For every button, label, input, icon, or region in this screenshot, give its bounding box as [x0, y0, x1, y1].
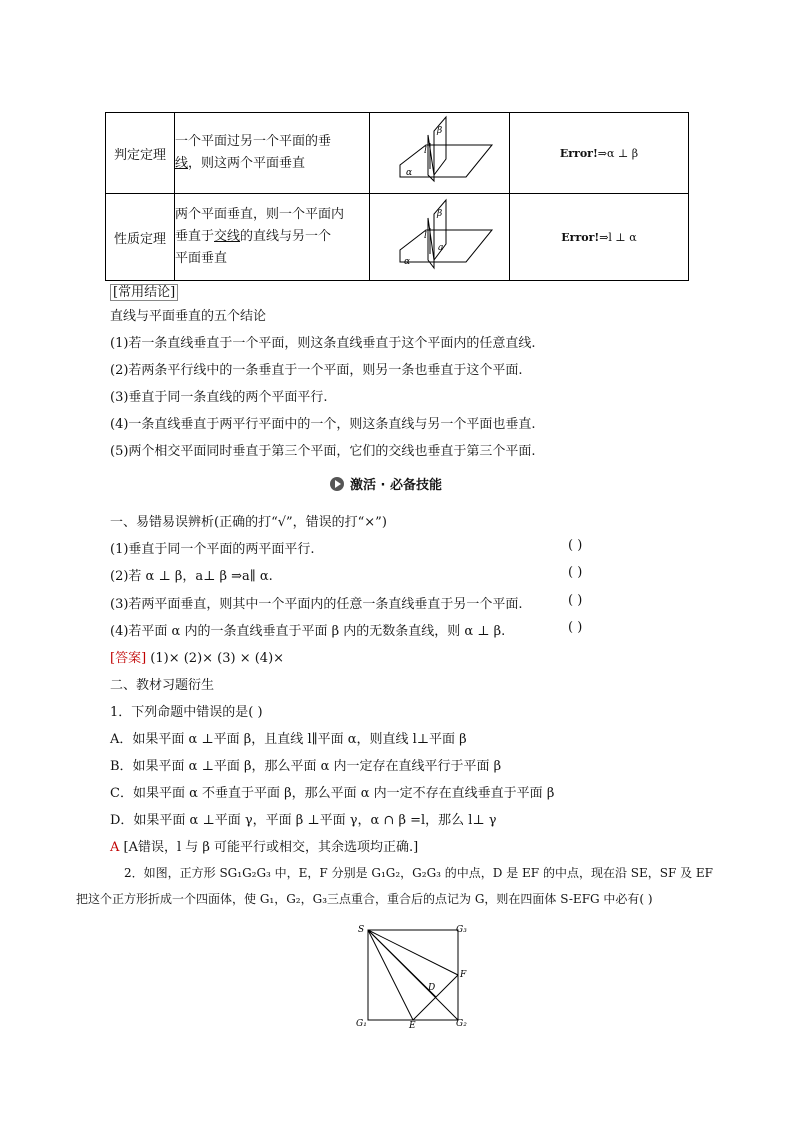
desc-underlined: 线	[175, 156, 189, 171]
label-a: a	[438, 243, 444, 253]
desc-line: 的直线与另一个	[240, 229, 332, 244]
option-a: A．如果平面 α ⊥平面 β，且直线 l∥平面 α，则直线 l⊥平面 β	[110, 732, 467, 747]
label-s: S	[358, 925, 365, 935]
desc-line: 两个平面垂直，则一个平面内	[175, 207, 345, 222]
planes-figure	[370, 113, 509, 189]
label-beta: β	[437, 209, 443, 219]
formula-text: ⇒α ⊥ β	[597, 146, 639, 160]
desc-line: ，则这两个平面垂直	[188, 156, 306, 171]
label-beta: β	[437, 126, 443, 136]
label-l: l	[424, 146, 427, 156]
option-b: B．如果平面 α ⊥平面 β，那么平面 α 内一定存在直线平行于平面 β	[110, 759, 502, 774]
formula-error: Error!	[559, 146, 598, 160]
label-d: D	[428, 983, 436, 993]
question-stem: 1．下列命题中错误的是( )	[110, 705, 263, 720]
row-description	[175, 194, 370, 281]
answer-line	[110, 647, 284, 666]
table-row	[106, 113, 689, 194]
option-c: C．如果平面 α 不垂直于平面 β，那么平面 α 内一定不存在直线垂直于平面 β	[110, 786, 555, 801]
part2-heading: 二、教材习题衍生	[110, 678, 215, 693]
answer-paren: ( )	[568, 538, 583, 553]
answer-letter: A	[110, 840, 120, 855]
square-fold-figure	[352, 920, 478, 1032]
part1-heading: 一、易错易误辨析(正确的打“√”，错误的打“×”)	[110, 515, 387, 530]
answer-paren: ( )	[568, 565, 583, 580]
conclusion-item: (5)两个相交平面同时垂直于第三个平面，它们的交线也垂直于第三个平面.	[110, 444, 536, 459]
row-figure	[370, 113, 510, 194]
option-d: D．如果平面 α ⊥平面 γ，平面 β ⊥平面 γ，α ∩ β =l，那么 l⊥ γ	[110, 813, 497, 828]
section-heading: 激活 · 必备技能	[330, 474, 442, 493]
question-2-line1: 2．如图，正方形 SG₁G₂G₃ 中，E，F 分别是 G₁G₂，G₂G₃ 的中点，D 是 EF 的中点，现在沿 SE，SF 及 EF	[124, 866, 713, 880]
label-f: F	[460, 970, 467, 980]
desc-line: 垂直于	[175, 229, 215, 244]
planes-figure	[370, 194, 509, 276]
conclusion-item: (4)一条直线垂直于两平行平面中的一个，则这条直线与另一个平面也垂直.	[110, 417, 536, 432]
quiz-item: (1)垂直于同一个平面的两平面平行.	[110, 542, 315, 557]
desc-underlined: 交线	[214, 229, 241, 244]
label-g1: G₁	[356, 1019, 367, 1029]
answer-text: (1)× (2)× (3) × (4)×	[146, 651, 285, 666]
label-l: l	[424, 231, 427, 241]
theorem-table	[105, 112, 689, 281]
answer-tag: [答案]	[110, 651, 147, 666]
quiz-item: (3)若两平面垂直，则其中一个平面内的任意一条直线垂直于另一个平面.	[110, 597, 523, 612]
q1-answer	[110, 836, 418, 855]
conclusion-item: (2)若两条平行线中的一条垂直于一个平面，则另一条也垂直于这个平面.	[110, 363, 523, 378]
answer-paren: ( )	[568, 620, 583, 635]
row-figure	[370, 194, 510, 281]
label-e: E	[409, 1021, 416, 1031]
conclusion-item: (3)垂直于同一条直线的两个平面平行.	[110, 390, 328, 405]
label-g3: G₃	[456, 925, 467, 935]
quiz-item: (4)若平面 α 内的一条直线垂直于平面 β 内的无数条直线，则 α ⊥ β.	[110, 624, 506, 639]
play-circle-icon	[330, 477, 344, 491]
row-description	[175, 113, 370, 194]
formula-error: Error!	[561, 230, 600, 244]
answer-explanation: [A错误，l 与 β 可能平行或相交，其余选项均正确.]	[119, 840, 419, 855]
conclusions-tag: [常用结论]	[110, 281, 178, 300]
row-formula	[510, 194, 689, 281]
row-head: 性质定理	[106, 194, 175, 281]
formula-text: ⇒l ⊥ α	[599, 230, 637, 244]
table-row	[106, 194, 689, 281]
desc-line: 平面垂直	[175, 251, 228, 266]
question-2-line2: 把这个正方形折成一个四面体，使 G₁，G₂，G₃三点重合，重合后的点记为 G，则在四面体 S-EFG 中必有( )	[76, 892, 653, 906]
row-head: 判定定理	[106, 113, 175, 194]
label-alpha: α	[404, 257, 411, 267]
desc-line: 一个平面过另一个平面的垂	[175, 134, 332, 149]
conclusion-item: (1)若一条直线垂直于一个平面，则这条直线垂直于这个平面内的任意直线.	[110, 336, 536, 351]
label-alpha: α	[406, 168, 413, 178]
answer-paren: ( )	[568, 593, 583, 608]
label-g2: G₂	[456, 1019, 467, 1029]
row-formula	[510, 113, 689, 194]
conclusions-title: 直线与平面垂直的五个结论	[110, 309, 267, 324]
quiz-item: (2)若 α ⊥ β，a⊥ β ⇒a∥ α.	[110, 569, 273, 584]
